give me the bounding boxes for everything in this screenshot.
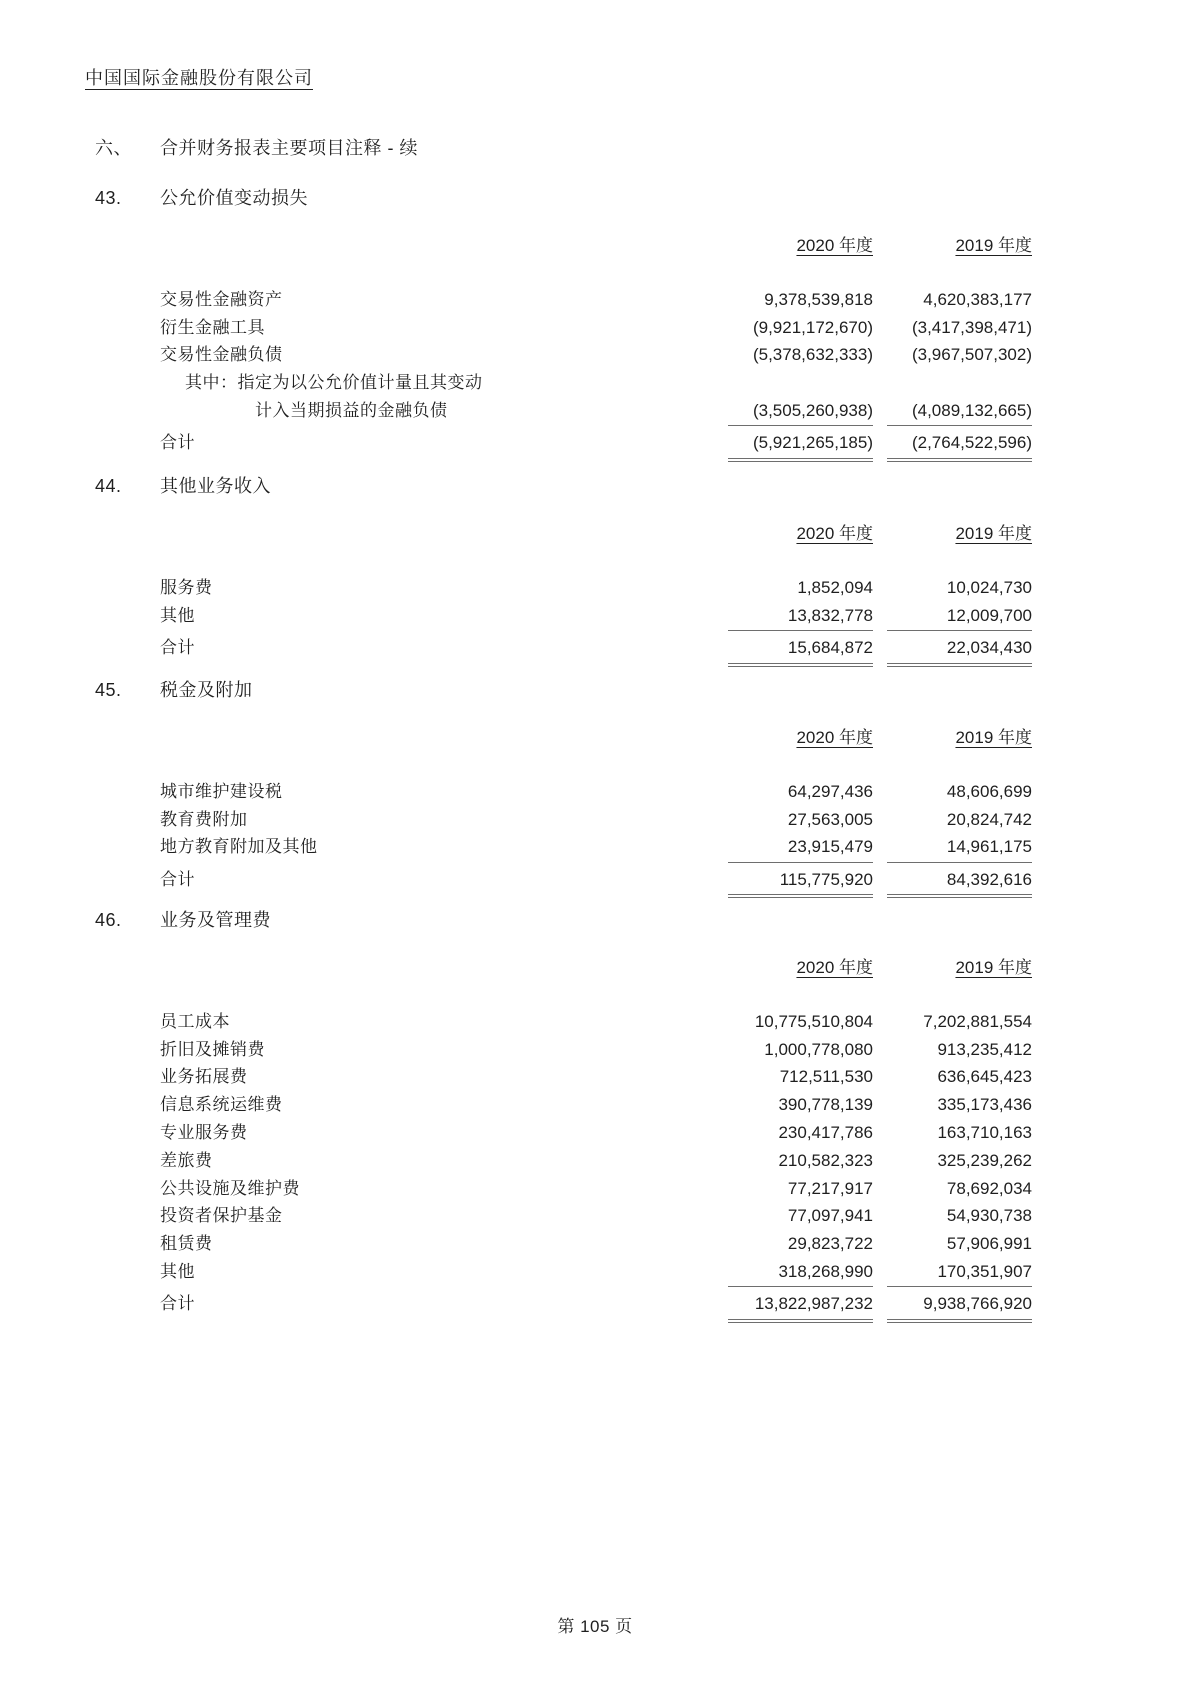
note-table [160, 954, 1032, 1323]
table-row [160, 1175, 1032, 1203]
row-value-2019: 20,824,742 [946, 809, 1032, 829]
row-label: 员工成本 [160, 1011, 230, 1031]
total-value-2020: 13,822,987,232 [728, 1286, 873, 1323]
section-title: 业务及管理费 [160, 910, 271, 930]
row-value-2020: 27,563,005 [787, 809, 873, 829]
page-number: 第 105 页 [557, 1617, 633, 1636]
table-row [160, 1008, 1032, 1036]
note-table [160, 520, 1032, 667]
table-row [160, 574, 1032, 602]
note-section [95, 186, 1032, 462]
table-row [160, 806, 1032, 834]
column-header-row [160, 954, 1032, 982]
row-value-2019: 48,606,699 [946, 781, 1032, 801]
row-label: 服务费 [160, 577, 213, 597]
table-row [160, 369, 1032, 397]
row-value-2019: 57,906,991 [946, 1234, 1032, 1254]
total-value-2019: 9,938,766,920 [887, 1286, 1032, 1323]
total-row [160, 861, 1032, 898]
table-row [160, 1119, 1032, 1147]
row-value-2020: (9,921,172,670) [752, 317, 873, 337]
total-value-2020: 15,684,872 [728, 630, 873, 667]
row-value-2020: 77,097,941 [787, 1206, 873, 1226]
row-value-2020: 23,915,479 [787, 837, 873, 857]
note-table [160, 724, 1032, 898]
row-value-2020: (5,378,632,333) [752, 345, 873, 365]
row-value-2020: 64,297,436 [787, 781, 873, 801]
section-number: 46. [95, 910, 122, 930]
section-title: 税金及附加 [160, 680, 253, 700]
row-value-2019: 10,024,730 [946, 577, 1032, 597]
row-value-2019: 4,620,383,177 [923, 289, 1032, 309]
row-label: 租赁费 [160, 1234, 213, 1254]
row-label: 公共设施及维护费 [160, 1178, 300, 1198]
row-value-2019: 14,961,175 [946, 837, 1032, 857]
row-label: 其他 [160, 605, 195, 625]
table-row [160, 1091, 1032, 1119]
row-value-2019: 54,930,738 [946, 1206, 1032, 1226]
row-value-2019: 7,202,881,554 [923, 1011, 1032, 1031]
section-heading [95, 474, 1032, 498]
row-label: 衍生金融工具 [160, 317, 265, 337]
row-value-2020: 210,582,323 [778, 1150, 873, 1170]
row-label: 其中：指定为以公允价值计量且其变动 [185, 373, 483, 393]
rows [160, 286, 1032, 425]
section-number: 45. [95, 680, 122, 700]
table-row [160, 1036, 1032, 1064]
total-label: 合计 [160, 637, 195, 657]
section-heading [95, 908, 1032, 932]
row-label: 计入当期损益的金融负债 [255, 400, 448, 420]
table-row [160, 602, 1032, 630]
total-value-2020: (5,921,265,185) [728, 425, 873, 462]
column-header-2020: 2020 年度 [796, 958, 873, 977]
total-row [160, 425, 1032, 462]
table-row [160, 1258, 1032, 1286]
row-value-2019: 12,009,700 [946, 605, 1032, 625]
row-value-2019: 78,692,034 [946, 1178, 1032, 1198]
total-value-2020: 115,775,920 [728, 862, 873, 899]
column-header-2020: 2020 年度 [796, 728, 873, 747]
column-header-2019: 2019 年度 [955, 958, 1032, 977]
note-table [160, 232, 1032, 462]
table-row [160, 314, 1032, 342]
row-value-2020: 77,217,917 [787, 1178, 873, 1198]
row-label: 折旧及摊销费 [160, 1039, 265, 1059]
row-value-2020: 13,832,778 [787, 605, 873, 625]
row-value-2019: 913,235,412 [937, 1039, 1032, 1059]
column-header-row [160, 724, 1032, 752]
table-row [160, 397, 1032, 425]
row-value-2019: 325,239,262 [937, 1150, 1032, 1170]
row-label: 地方教育附加及其他 [160, 837, 318, 857]
column-header-2020: 2020 年度 [796, 524, 873, 543]
section-number: 43. [95, 188, 122, 208]
row-value-2019: 170,351,907 [937, 1261, 1032, 1281]
row-label: 其他 [160, 1261, 195, 1281]
column-header-row [160, 520, 1032, 548]
row-value-2020: 230,417,786 [778, 1122, 873, 1142]
section-title: 其他业务收入 [160, 476, 271, 496]
note-section [95, 474, 1032, 667]
row-value-2020: 10,775,510,804 [754, 1011, 873, 1031]
company-name: 中国国际金融股份有限公司 [85, 68, 313, 88]
row-value-2020: 9,378,539,818 [764, 289, 873, 309]
row-value-2019: 163,710,163 [937, 1122, 1032, 1142]
total-label: 合计 [160, 433, 195, 453]
note-section [95, 678, 1032, 898]
row-value-2020: 712,511,530 [779, 1067, 873, 1087]
table-row [160, 341, 1032, 369]
rows [160, 778, 1032, 861]
table-row [160, 778, 1032, 806]
table-row [160, 1063, 1032, 1091]
row-label: 专业服务费 [160, 1122, 248, 1142]
section-number: 44. [95, 476, 122, 496]
chapter-number: 六、 [95, 138, 132, 158]
section-heading [95, 678, 1032, 702]
row-label: 业务拓展费 [160, 1067, 248, 1087]
row-label: 信息系统运维费 [160, 1095, 283, 1115]
total-value-2019: 22,034,430 [887, 630, 1032, 667]
total-row [160, 629, 1032, 666]
row-label: 差旅费 [160, 1150, 213, 1170]
row-value-2020: 1,852,094 [797, 577, 873, 597]
row-label: 城市维护建设税 [160, 781, 283, 801]
row-value-2020: (3,505,260,938) [752, 400, 873, 420]
section-title: 公允价值变动损失 [160, 188, 308, 208]
row-value-2019: (3,967,507,302) [911, 345, 1032, 365]
table-row [160, 833, 1032, 861]
table-row [160, 1147, 1032, 1175]
chapter-heading [95, 136, 418, 160]
rows [160, 574, 1032, 630]
row-value-2020: 318,268,990 [778, 1261, 873, 1281]
column-header-2019: 2019 年度 [955, 728, 1032, 747]
chapter-title: 合并财务报表主要项目注释 - 续 [160, 138, 418, 158]
note-section [95, 908, 1032, 1323]
column-header-2019: 2019 年度 [955, 524, 1032, 543]
total-label: 合计 [160, 869, 195, 889]
row-value-2019: 335,173,436 [937, 1095, 1032, 1115]
row-label: 投资者保护基金 [160, 1206, 283, 1226]
total-value-2019: (2,764,522,596) [887, 425, 1032, 462]
total-row [160, 1286, 1032, 1323]
total-value-2019: 84,392,616 [887, 862, 1032, 899]
row-label: 教育费附加 [160, 809, 248, 829]
table-row [160, 286, 1032, 314]
section-heading [95, 186, 1032, 210]
row-value-2019: (3,417,398,471) [911, 317, 1032, 337]
total-label: 合计 [160, 1294, 195, 1314]
rows [160, 1008, 1032, 1286]
row-value-2019: (4,089,132,665) [911, 400, 1032, 420]
row-label: 交易性金融资产 [160, 289, 283, 309]
row-value-2020: 1,000,778,080 [764, 1039, 873, 1059]
table-row [160, 1230, 1032, 1258]
table-row [160, 1202, 1032, 1230]
column-header-2020: 2020 年度 [796, 236, 873, 255]
row-label: 交易性金融负债 [160, 345, 283, 365]
column-header-row [160, 232, 1032, 260]
column-header-2019: 2019 年度 [955, 236, 1032, 255]
row-value-2020: 29,823,722 [787, 1234, 873, 1254]
row-value-2020: 390,778,139 [778, 1095, 873, 1115]
row-value-2019: 636,645,423 [937, 1067, 1032, 1087]
